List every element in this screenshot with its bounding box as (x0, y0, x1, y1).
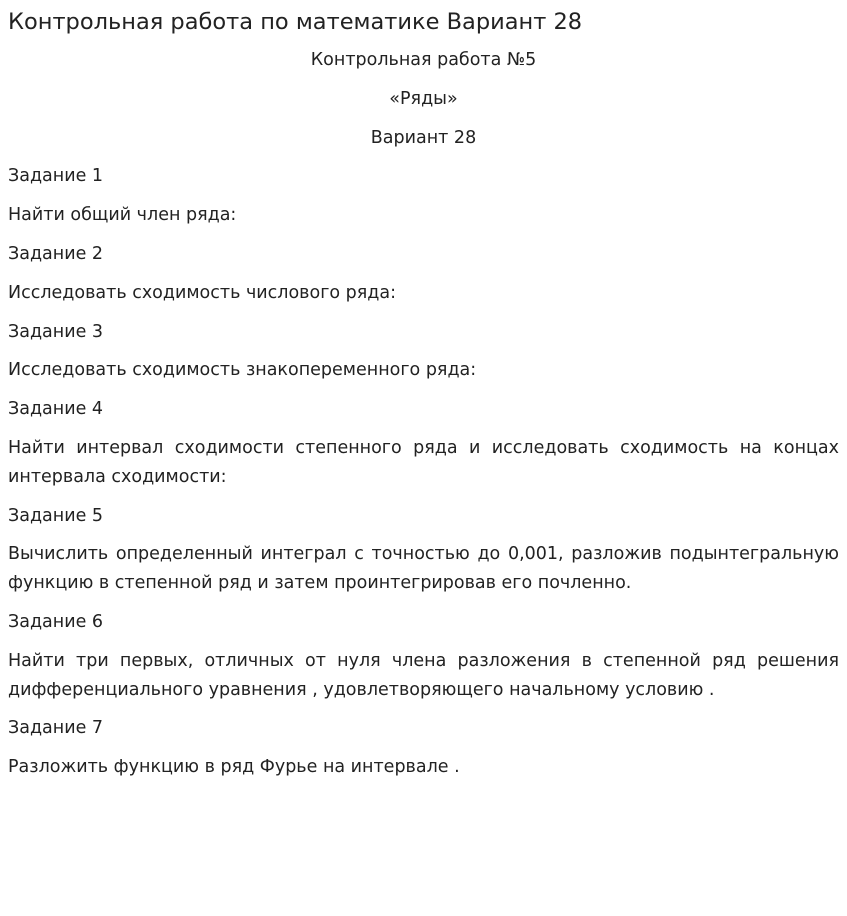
topic-heading: «Ряды» (389, 88, 458, 109)
task-2-label: Задание 2 (8, 243, 104, 264)
task-2-text: Исследовать сходимость числового ряда: (8, 282, 397, 303)
task-6-text: Найти три первых, отличных от нуля члена разложения в степенной ряд решения дифференциального уравнения , удовлетворяющего начальному условию . (8, 650, 839, 700)
task-6-label: Задание 6 (8, 611, 104, 632)
task-3-text: Исследовать сходимость знакопеременного ряда: (8, 360, 477, 381)
task-4-text: Найти интервал сходимости степенного ряда и исследовать сходимость на концах интервала сходимости: (8, 437, 839, 487)
task-5-label: Задание 5 (8, 505, 104, 526)
task-1-text: Найти общий член ряда: (8, 205, 237, 226)
task-1-label: Задание 1 (8, 166, 104, 187)
task-5-text: Вычислить определенный интеграл с точностью до 0,001, разложив подынтегральную функцию в степенной ряд и затем проинтегрировав его почленно. (8, 544, 839, 594)
task-4-label: Задание 4 (8, 399, 104, 420)
variant-heading: Вариант 28 (370, 127, 477, 148)
document-title: Контрольная работа по математике Вариант 28 (8, 9, 583, 35)
work-number-heading: Контрольная работа №5 (310, 50, 537, 70)
task-7-text: Разложить функцию в ряд Фурье на интервале . (8, 757, 460, 778)
task-7-label: Задание 7 (8, 718, 104, 739)
task-3-label: Задание 3 (8, 321, 104, 342)
